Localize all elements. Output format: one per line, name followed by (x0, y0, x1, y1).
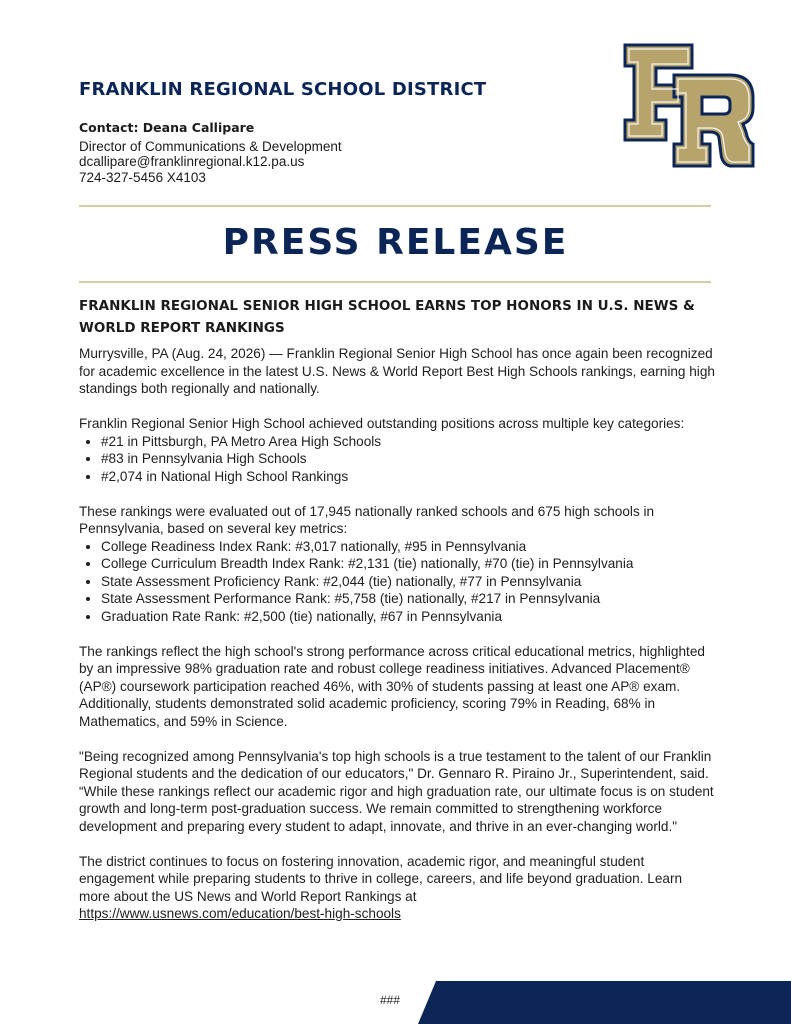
quote-paragraph: "Being recognized among Pennsylvania's top high schools is a true testament to the talent of our Franklin Regional students and the dedication of our educators," Dr. Gennaro R. Piraino Jr., Superintendent, said. “While these rankings reflect our academic rigor and high graduation rate, our ultimate focus is on student growth and long-term post-graduation success. We remain committed to strengthening workforce development and preparing every student to adapt, innovate, and thrive in an ever-changing world." (79, 748, 714, 834)
list-item: • College Curriculum Breadth Index Rank: #2,131 (tie) nationally, #70 (tie) in Pennsylvania (101, 555, 715, 573)
metrics-intro: These rankings were evaluated out of 17,945 nationally ranked schools and 675 high schools in Pennsylvania, based on several key metrics: (79, 503, 655, 536)
district-name: FRANKLIN REGIONAL SCHOOL DISTRICT (79, 79, 487, 100)
fr-logo (622, 42, 756, 169)
positions-intro: Franklin Regional Senior High School achieved outstanding positions across multiple key categories: (79, 416, 685, 431)
list-item: • #21 in Pittsburgh, PA Metro Area High Schools (101, 433, 715, 451)
contact-phone: 724-327-5456 X4103 (79, 169, 206, 185)
rankings-link[interactable]: https://www.usnews.com/education/best-high-schools (79, 906, 401, 921)
contact-name: Contact: Deana Callipare (79, 120, 255, 135)
headline: FRANKLIN REGIONAL SENIOR HIGH SCHOOL EARNS TOP HONORS IN U.S. NEWS & WORLD REPORT RANKINGS (79, 298, 695, 336)
closing-paragraph (79, 853, 715, 923)
list-item: • Graduation Rate Rank: #2,500 (tie) nationally, #67 in Pennsylvania (101, 608, 715, 626)
top-divider (79, 205, 711, 207)
list-item: • State Assessment Proficiency Rank: #2,044 (tie) nationally, #77 in Pennsylvania (101, 573, 715, 591)
contact-title: Director of Communications & Development (79, 138, 342, 154)
bottom-divider (79, 281, 711, 283)
list-item: • College Readiness Index Rank: #3,017 nationally, #95 in Pennsylvania (101, 538, 715, 556)
list-item: • State Assessment Performance Rank: #5,758 (tie) nationally, #217 in Pennsylvania (101, 590, 715, 608)
list-item: • #83 in Pennsylvania High Schools (101, 450, 715, 468)
positions-list (79, 433, 715, 486)
performance-paragraph: The rankings reflect the high school's strong performance across critical educational metrics, highlighted by an impressive 98% graduation rate and robust college readiness initiatives. Advanced Placement® (AP®) coursework participation reached 46%, with 30% of students passing at least one AP® exam. Additionally, students demonstrated solid academic proficiency, scoring 79% in Reading, 68% in Mathematics, and 59% in Science. (79, 643, 705, 729)
intro-paragraph: Murrysville, PA (Aug. 24, 2026) — Franklin Regional Senior High School has once again been recognized for academic excellence in the latest U.S. News & World Report Best High Schools rankings, earning high standings both regionally and nationally. (79, 346, 715, 396)
article-body (79, 345, 715, 940)
press-release-title: PRESS RELEASE (222, 222, 569, 263)
contact-email: dcallipare@franklinregional.k12.pa.us (79, 154, 305, 169)
end-mark: ### (380, 993, 401, 1007)
list-item: • #2,074 in National High School Rankings (101, 468, 715, 486)
metrics-list (79, 538, 715, 626)
contact-block (79, 120, 342, 185)
closing-text: The district continues to focus on fostering innovation, academic rigor, and meaningful student engagement while preparing students to thrive in college, careers, and life beyond graduation. Learn more about the US News and World Report Rankings at (79, 853, 683, 904)
